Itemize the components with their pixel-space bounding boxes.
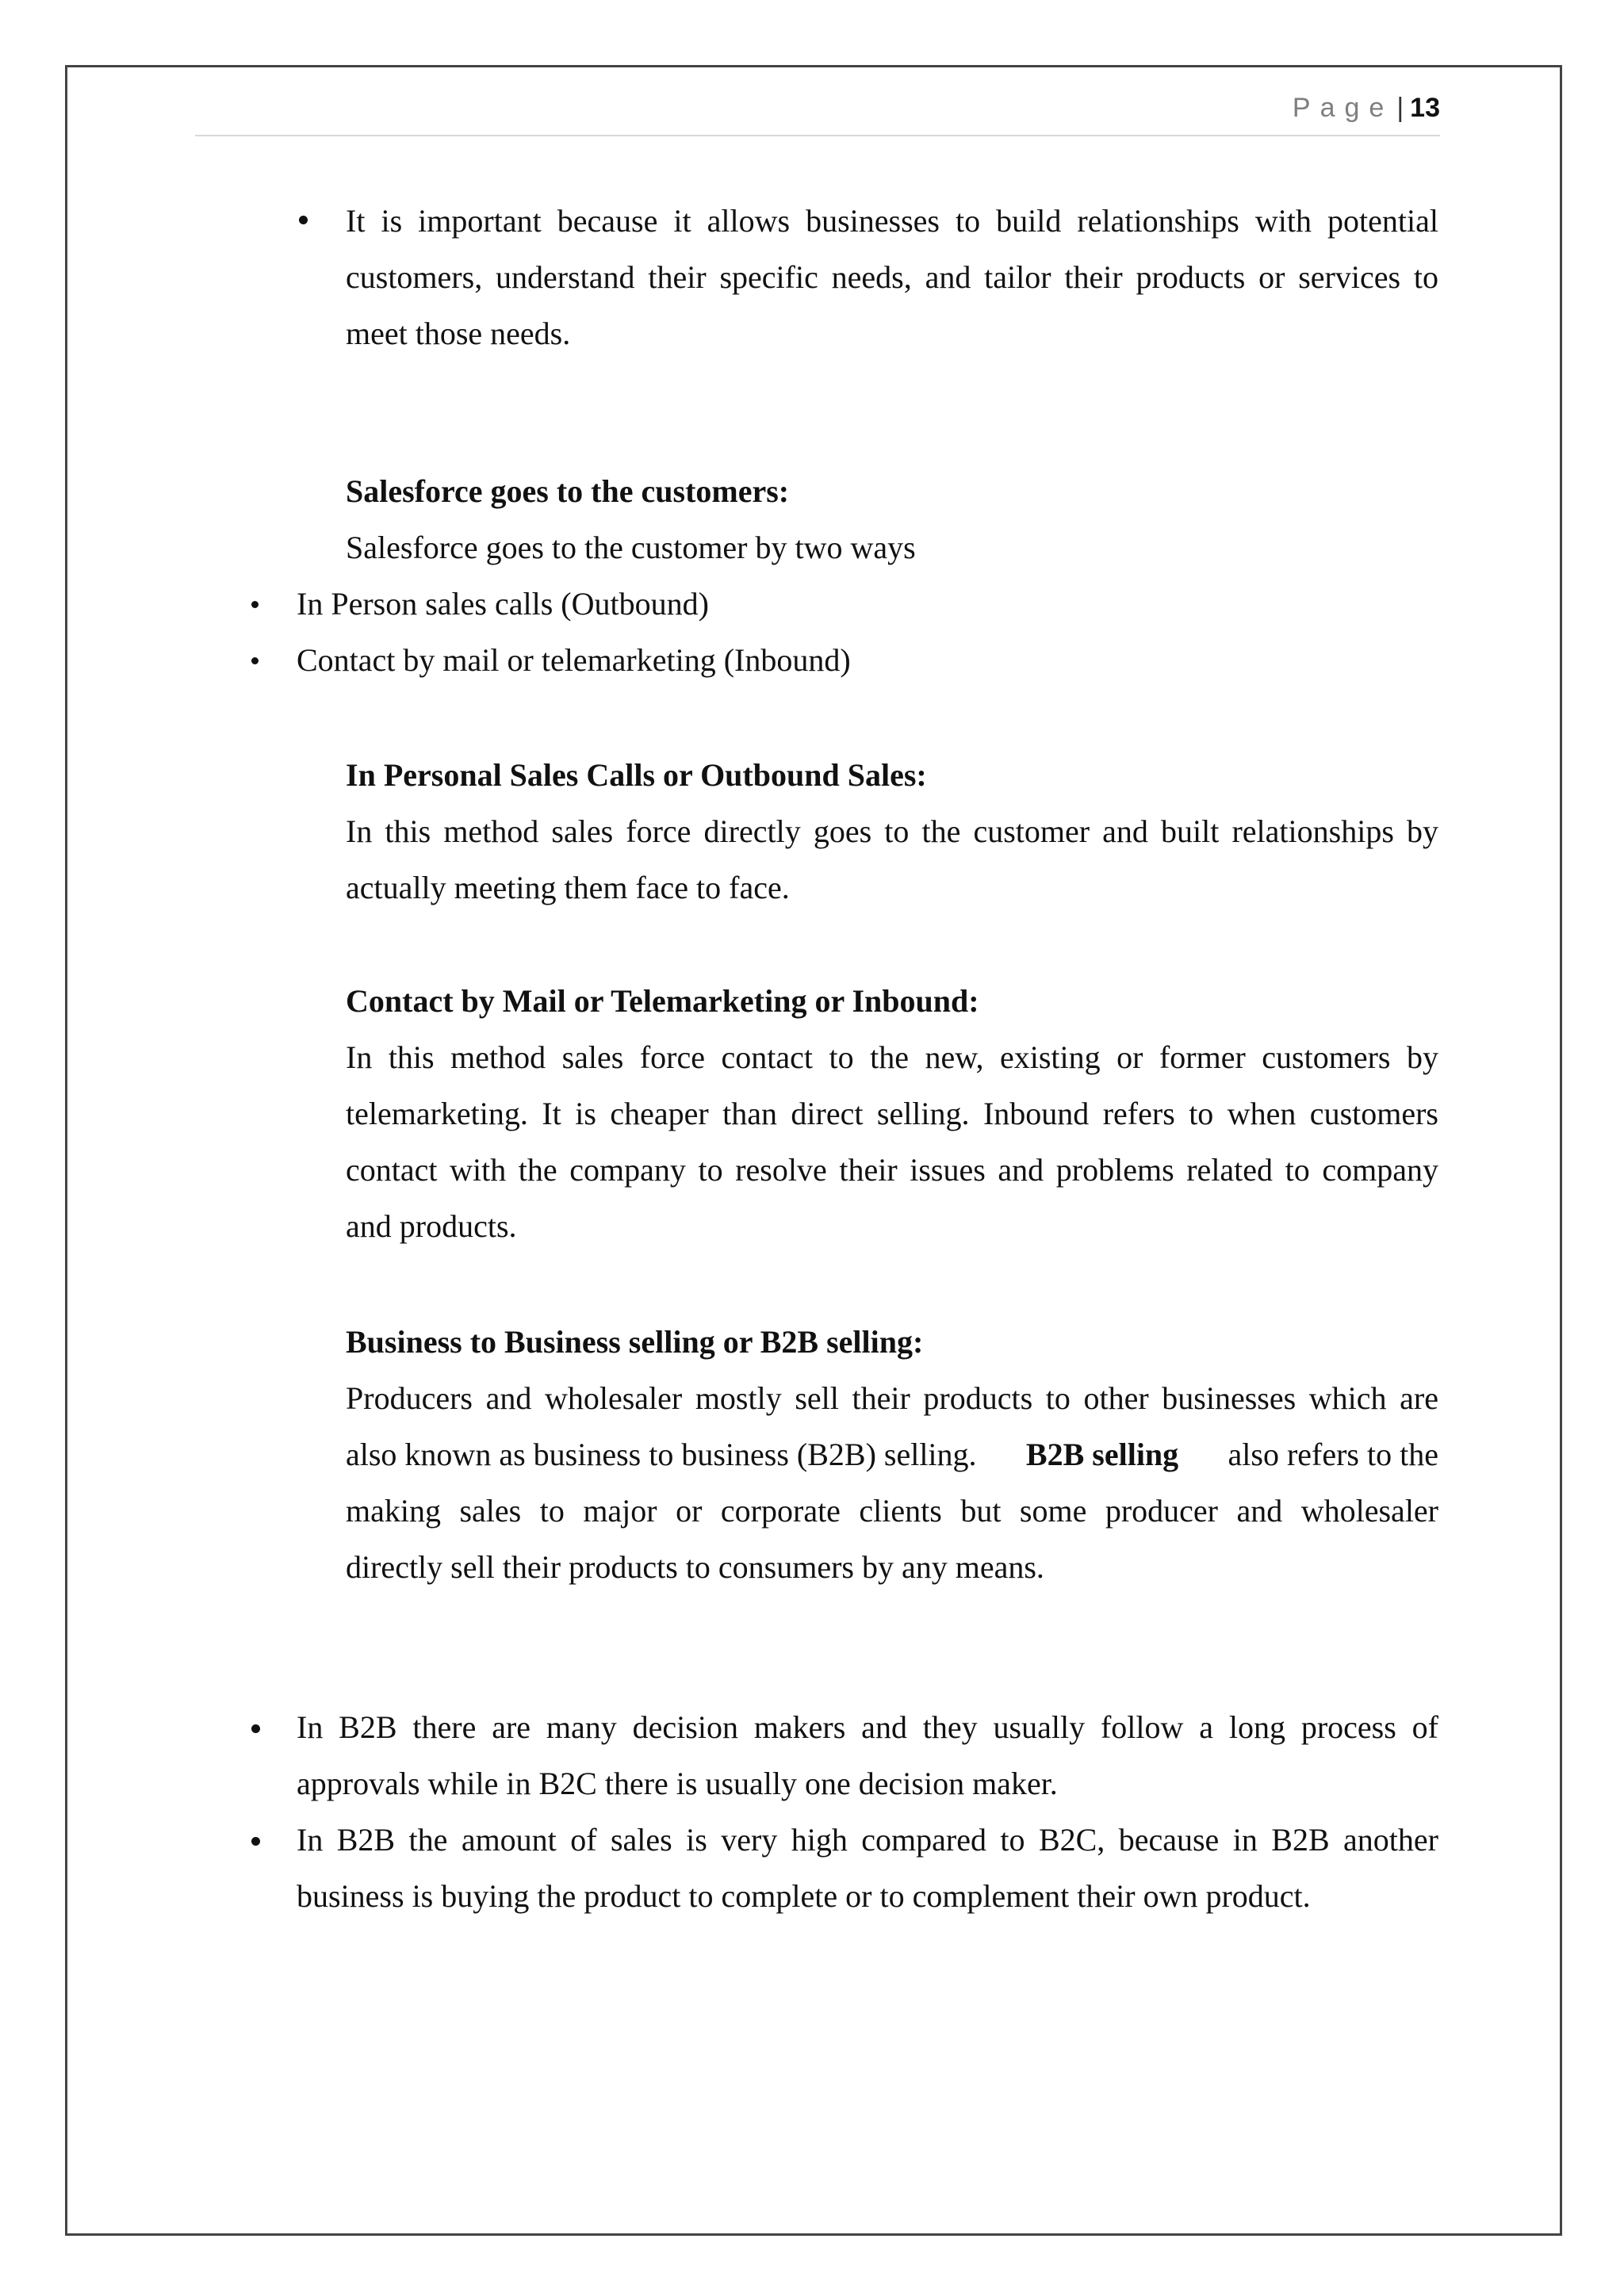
b2b-line-1: Producers and wholesaler mostly sell their products to other businesses which are bbox=[346, 1380, 1438, 1416]
salesforce-text: Salesforce goes to the customer by two ways bbox=[346, 530, 916, 565]
mail-line-1: In this method sales force contact to the new, existing or former customers by bbox=[346, 1039, 1438, 1075]
bottom-bullet-2-line-1: In B2B the amount of sales is very high compared to B2C, because in B2B another bbox=[297, 1822, 1438, 1858]
b2b-line-4: directly sell their products to consumers by any means. bbox=[346, 1549, 1044, 1585]
mail-line-4: and products. bbox=[346, 1208, 517, 1244]
mail-line-2: telemarketing. It is cheaper than direct selling. Inbound refers to when customers bbox=[346, 1096, 1438, 1131]
bottom-bullet-1-line-1: In B2B there are many decision makers and they usually follow a long process of bbox=[297, 1709, 1438, 1745]
page-separator: | bbox=[1396, 93, 1404, 123]
personal-line-2: actually meeting them face to face. bbox=[346, 870, 790, 905]
personal-heading: In Personal Sales Calls or Outbound Sales: bbox=[346, 757, 927, 793]
personal-line-1: In this method sales force directly goes to the customer and built relationships by bbox=[346, 813, 1438, 849]
intro-line-1: It is important because it allows businesses to build relationships with potential bbox=[346, 203, 1438, 239]
bullet-icon bbox=[251, 1837, 260, 1846]
bullet-icon bbox=[251, 657, 259, 664]
bullet-icon bbox=[251, 601, 259, 608]
intro-line-2: customers, understand their specific needs, and tailor their products or services to bbox=[346, 259, 1438, 295]
b2b-line-3: making sales to major or corporate clients but some producer and wholesaler bbox=[346, 1493, 1438, 1529]
bullet-icon bbox=[299, 216, 308, 224]
bottom-bullet-1-line-2: approvals while in B2C there is usually one decision maker. bbox=[297, 1766, 1058, 1801]
bullet-icon bbox=[251, 1724, 260, 1733]
b2b-heading: Business to Business selling or B2B selling: bbox=[346, 1324, 924, 1360]
page-word: Page bbox=[1292, 93, 1394, 123]
b2b-line-2-post: also refers to the bbox=[1228, 1437, 1438, 1472]
b2b-line-2 bbox=[346, 1433, 1438, 1477]
b2b-line-2-pre: also known as business to business (B2B) selling. bbox=[346, 1437, 977, 1472]
mail-line-3: contact with the company to resolve their issues and problems related to company bbox=[346, 1152, 1438, 1188]
b2b-line-2-bold: B2B selling bbox=[1025, 1437, 1179, 1472]
mail-heading: Contact by Mail or Telemarketing or Inbound: bbox=[346, 983, 979, 1019]
salesforce-bullet-1: In Person sales calls (Outbound) bbox=[297, 586, 709, 622]
page-number: 13 bbox=[1410, 93, 1440, 123]
intro-line-3: meet those needs. bbox=[346, 316, 571, 351]
salesforce-heading: Salesforce goes to the customers: bbox=[346, 473, 790, 509]
bottom-bullet-2-line-2: business is buying the product to complete or to complement their own product. bbox=[297, 1878, 1311, 1914]
salesforce-bullet-2: Contact by mail or telemarketing (Inbound) bbox=[297, 642, 851, 678]
